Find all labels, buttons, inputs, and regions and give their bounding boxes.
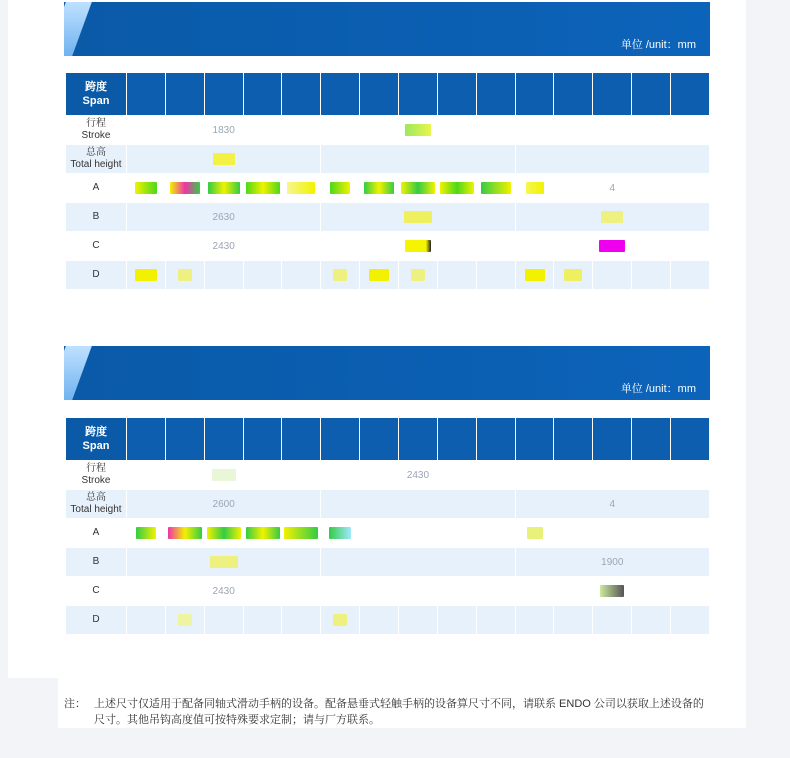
spec-table-2 [65,417,710,635]
table-cell [321,577,515,606]
table-cell [321,174,360,203]
row-label: D [66,606,127,635]
span-col [476,418,515,461]
span-col [321,73,360,116]
table-cell [515,203,709,232]
masked-value [564,269,582,281]
row-label: C [66,232,127,261]
span-col [165,418,204,461]
span-col [515,418,554,461]
table-cell [476,261,515,290]
span-col [476,73,515,116]
masked-value [440,182,474,194]
table-cell: 2600 [127,490,321,519]
row-label: D [66,261,127,290]
masked-value [369,269,389,281]
table-cell [437,174,476,203]
table-row [66,232,710,261]
table-cell [671,606,710,635]
table-cell [321,116,515,145]
table-cell [593,606,632,635]
table-cell [515,174,554,203]
masked-value [168,527,202,539]
row-label-en: Stroke [81,130,111,141]
masked-value [287,182,315,194]
span-col [399,73,438,116]
row-label-en: Total height [70,504,122,515]
banner-accent [64,2,92,56]
table-cell [515,145,709,174]
masked-value [246,527,280,539]
table-cell: 4 [515,490,709,519]
row-label [66,461,127,490]
masked-value [136,527,156,539]
masked-value [135,269,157,281]
span-col [282,73,321,116]
table-cell [554,261,593,290]
table-cell [632,519,671,548]
table-cell [321,232,515,261]
span-col [243,418,282,461]
table-cell [554,606,593,635]
masked-value [600,585,624,597]
table-cell [243,606,282,635]
span-col [360,418,399,461]
span-col [437,418,476,461]
span-col [632,73,671,116]
span-label-en: Span [82,440,110,452]
row-label-zh: 行程 [86,463,106,474]
table-row [66,461,710,490]
row-label-zh: 总高 [86,147,106,158]
table-cell [593,261,632,290]
table-cell [127,461,321,490]
table-cell [360,519,399,548]
masked-value [208,182,240,194]
masked-value [330,182,350,194]
table-cell [321,145,515,174]
footnote-prefix: 注： [64,698,86,710]
table-cell [282,606,321,635]
table-cell [515,577,709,606]
span-header [66,418,127,461]
section-banner-1 [64,2,710,56]
table-cell [127,548,321,577]
masked-value [135,182,157,194]
masked-value [404,211,432,223]
masked-value [213,153,235,165]
table-row [66,606,710,635]
span-col [282,418,321,461]
row-label: C [66,577,127,606]
span-col [360,73,399,116]
table-row [66,548,710,577]
table-cell [399,174,438,203]
table-cell [321,606,360,635]
masked-value [329,527,351,539]
table-header-row [66,73,710,116]
table-header-row [66,418,710,461]
span-col [321,418,360,461]
masked-value [527,527,543,539]
footnote-text: 上述尺寸仅适用于配备同轴式滑动手柄的设备。配备悬垂式轻触手柄的设备算尺寸不同，请联系 ENDO 公司以获取上述设备的尺寸。其他吊钩高度值可按特殊要求定制；请与厂方联系。 [94,698,704,726]
table-row [66,490,710,519]
table-row [66,174,710,203]
table-cell [593,519,632,548]
table-cell [671,261,710,290]
table-cell [515,461,709,490]
table-cell [243,261,282,290]
table-cell [204,261,243,290]
span-label: 跨度 [85,81,107,93]
span-col [127,418,166,461]
masked-value [401,182,435,194]
unit-label: 单位 /unit：mm [620,39,696,51]
masked-value [333,614,347,626]
section-banner-2 [64,346,710,400]
table-cell [321,548,515,577]
masked-value [212,469,236,481]
row-label: A [66,174,127,203]
table-cell [165,606,204,635]
table-cell [399,606,438,635]
table-cell [321,490,515,519]
table-cell [399,261,438,290]
unit-label: 单位 /unit：mm [620,383,696,395]
span-label-en: Span [82,95,110,107]
table-cell [127,519,166,548]
table-cell [437,261,476,290]
row-label-zh: 行程 [86,118,106,129]
table-cell: 2430 [127,577,321,606]
row-label: B [66,548,127,577]
table-cell: 4 [593,174,632,203]
table-cell [360,174,399,203]
span-col [204,418,243,461]
table-cell: 1830 [127,116,321,145]
table-cell [671,519,710,548]
table-row [66,145,710,174]
table-cell [476,606,515,635]
span-col [593,73,632,116]
table-cell [515,519,554,548]
table-cell [321,203,515,232]
table-cell [671,174,710,203]
span-col [165,73,204,116]
masked-value [178,614,192,626]
row-label: B [66,203,127,232]
table-cell [321,519,360,548]
table-cell [515,606,554,635]
span-col [671,73,710,116]
table-cell [476,174,515,203]
table-cell [360,261,399,290]
masked-value [599,240,625,252]
table-cell [476,519,515,548]
table-cell [204,519,243,548]
span-col [554,418,593,461]
table-cell [632,261,671,290]
masked-value [525,269,545,281]
table-cell [515,232,709,261]
row-label [66,490,127,519]
span-col [127,73,166,116]
span-col [399,418,438,461]
banner-accent [64,346,92,400]
span-label: 跨度 [85,426,107,438]
span-col [515,73,554,116]
masked-value [170,182,200,194]
table-cell: 1900 [515,548,709,577]
table-cell [437,519,476,548]
table-cell [127,606,166,635]
span-col [554,73,593,116]
table-cell [127,145,321,174]
masked-value [364,182,394,194]
table-cell [165,261,204,290]
span-col [671,418,710,461]
masked-value [178,269,192,281]
table-row [66,116,710,145]
table-cell: 2430 [127,232,321,261]
span-col [593,418,632,461]
table-cell [204,174,243,203]
row-label-en: Total height [70,159,122,170]
masked-value [405,240,431,252]
masked-value [601,211,623,223]
table-cell [165,519,204,548]
table-cell [554,519,593,548]
masked-value [246,182,280,194]
table-cell [282,519,321,548]
table-cell [632,174,671,203]
span-col [437,73,476,116]
masked-value [481,182,511,194]
table-cell [360,606,399,635]
table-row [66,203,710,232]
masked-value [207,527,241,539]
table-cell [515,116,709,145]
row-label [66,145,127,174]
table-cell: 2430 [321,461,515,490]
row-label-en: Stroke [81,475,111,486]
row-label-zh: 总高 [86,492,106,503]
table-cell [243,174,282,203]
table-cell [437,606,476,635]
masked-value [526,182,544,194]
masked-value [210,556,238,568]
table-cell [632,606,671,635]
masked-value [405,124,431,136]
masked-value [333,269,347,281]
masked-value [284,527,318,539]
table-cell [165,174,204,203]
span-col [204,73,243,116]
table-row [66,519,710,548]
span-col [243,73,282,116]
table-cell [282,174,321,203]
table-cell [321,261,360,290]
table-cell [127,261,166,290]
table-cell: 2630 [127,203,321,232]
table-cell [127,174,166,203]
span-col [632,418,671,461]
masked-value [411,269,425,281]
table-cell [243,519,282,548]
table-cell [399,519,438,548]
span-header [66,73,127,116]
table-row [66,577,710,606]
row-label: A [66,519,127,548]
table-row [66,261,710,290]
table-cell [204,606,243,635]
table-cell [554,174,593,203]
table-cell [515,261,554,290]
spec-table-1 [65,72,710,290]
table-cell [282,261,321,290]
row-label [66,116,127,145]
